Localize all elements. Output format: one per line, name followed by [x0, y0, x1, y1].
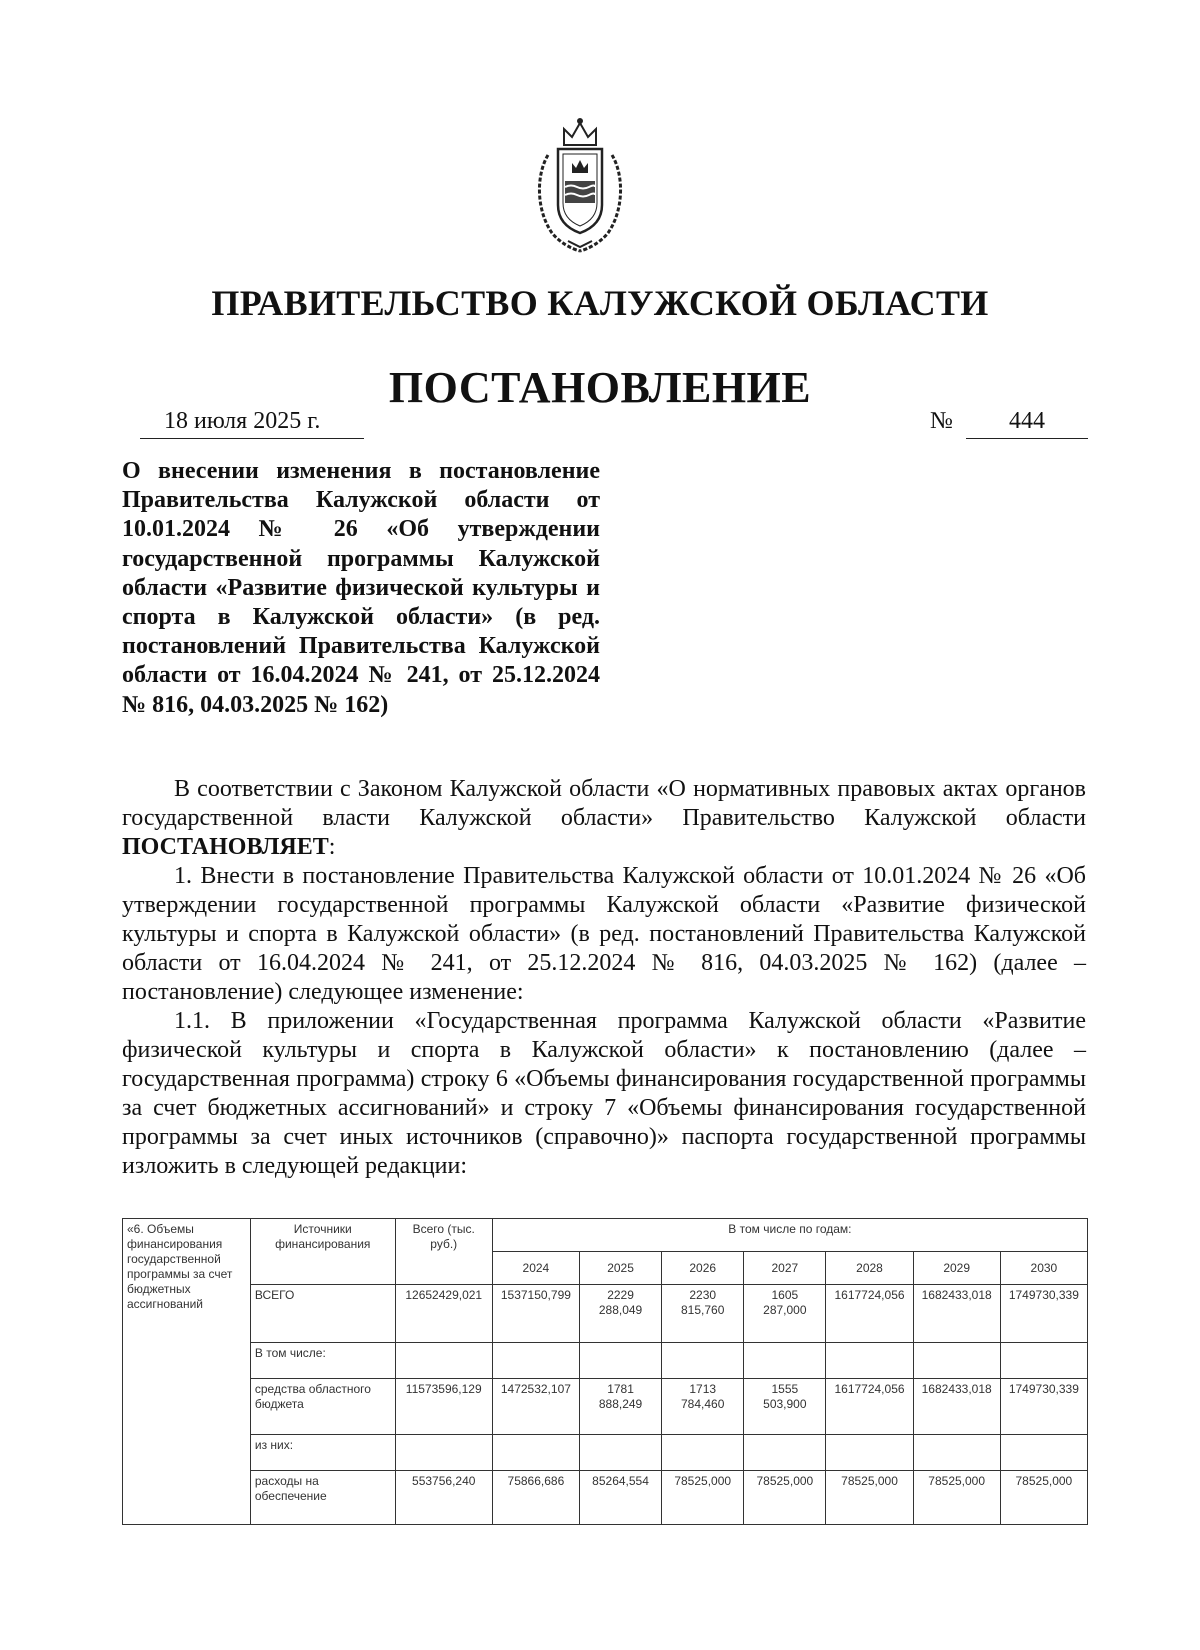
source-label: расходы на обеспечение	[250, 1471, 395, 1525]
year-value: 85264,554	[579, 1471, 661, 1525]
source-label: В том числе:	[250, 1343, 395, 1379]
year-value: 1472532,107	[492, 1379, 579, 1435]
sources-header: Источники финансирования	[250, 1219, 395, 1285]
year-value	[662, 1343, 744, 1379]
year-value: 1555 503,900	[744, 1379, 826, 1435]
year-value: 1605 287,000	[744, 1285, 826, 1343]
document-date: 18 июля 2025 г.	[140, 408, 364, 439]
year-value: 2230 815,760	[662, 1285, 744, 1343]
year-value: 78525,000	[913, 1471, 1000, 1525]
table-row	[123, 1471, 1088, 1525]
resolves-colon: :	[328, 834, 336, 860]
year-cell: 2024	[492, 1252, 579, 1285]
total-value	[395, 1343, 492, 1379]
year-value	[913, 1343, 1000, 1379]
year-value	[492, 1343, 579, 1379]
paragraph-item-1: 1. Внести в постановление Правительства Калужской области от 10.01.2024 № 26 «Об утверждении государственной программы Калужской области «Развитие физической культуры и спорта в Калужской области» (в ред. постановлений Правительства Калужской области от 16.04.2024 № 241, от 25.12.2024 № 816, 04.03.2025 № 162) (далее – постановление) следующее изменение:	[122, 863, 1086, 1005]
total-value: 553756,240	[395, 1471, 492, 1525]
year-value: 78525,000	[1000, 1471, 1087, 1525]
total-value	[395, 1435, 492, 1471]
number-label: №	[930, 408, 953, 434]
year-value: 1749730,339	[1000, 1379, 1087, 1435]
year-value: 78525,000	[662, 1471, 744, 1525]
year-value: 78525,000	[826, 1471, 913, 1525]
year-value	[913, 1435, 1000, 1471]
year-value	[826, 1435, 913, 1471]
year-value: 1617724,056	[826, 1285, 913, 1343]
table-row	[123, 1379, 1088, 1435]
year-value: 1682433,018	[913, 1379, 1000, 1435]
year-value: 75866,686	[492, 1471, 579, 1525]
year-cell: 2030	[1000, 1252, 1087, 1285]
total-value: 12652429,021	[395, 1285, 492, 1343]
table-header-row	[123, 1219, 1088, 1252]
document-subject: О внесении изменения в постановление Правительства Калужской области от 10.01.2024 № 26 «Об утверждении государственной программы Калужской области «Развитие физической культуры и спорта в Калужской области» (в ред. постановлений Правительства Калужской области от 16.04.2024 № 241, от 25.12.2024 № 816, 04.03.2025 № 162)	[122, 458, 600, 718]
paragraph-item-1-1: 1.1. В приложении «Государственная программа Калужской области «Развитие физической культуры и спорта в Калужской области» к постановлению (далее – государственная программа) строку 6 «Объемы финансирования государственной программы за счет бюджетных ассигнований» и строку 7 «Объемы финансирования государственной программы за счет иных источников (справочно)» паспорта государственной программы изложить в следующей редакции:	[122, 1008, 1086, 1179]
total-value: 11573596,129	[395, 1379, 492, 1435]
year-value: 1537150,799	[492, 1285, 579, 1343]
source-label: ВСЕГО	[250, 1285, 395, 1343]
year-cell: 2029	[913, 1252, 1000, 1285]
year-value: 1713 784,460	[662, 1379, 744, 1435]
year-value: 1617724,056	[826, 1379, 913, 1435]
year-value: 2229 288,049	[579, 1285, 661, 1343]
year-value	[744, 1435, 826, 1471]
year-value	[579, 1435, 661, 1471]
document-body	[122, 775, 1086, 1181]
year-cell: 2027	[744, 1252, 826, 1285]
document-type-heading: ПОСТАНОВЛЕНИЕ	[388, 363, 812, 412]
preamble-text: В соответствии с Законом Калужской области «О нормативных правовых актах органов государственной власти Калужской области» Правительство Калужской области	[122, 776, 1086, 831]
year-value	[662, 1435, 744, 1471]
table-row	[123, 1435, 1088, 1471]
year-cell: 2025	[579, 1252, 661, 1285]
year-cell: 2026	[662, 1252, 744, 1285]
year-value	[744, 1343, 826, 1379]
year-cell: 2028	[826, 1252, 913, 1285]
table-row	[123, 1343, 1088, 1379]
organization-title: ПРАВИТЕЛЬСТВО КАЛУЖСКОЙ ОБЛАСТИ	[211, 283, 989, 323]
year-value	[579, 1343, 661, 1379]
source-label: средства областного бюджета	[250, 1379, 395, 1435]
resolves-keyword: ПОСТАНОВЛЯЕТ	[122, 834, 329, 860]
table-row	[123, 1285, 1088, 1343]
year-value: 1749730,339	[1000, 1285, 1087, 1343]
document-number: 444	[966, 408, 1088, 439]
source-label: из них:	[250, 1435, 395, 1471]
coat-of-arms-emblem	[530, 115, 630, 255]
year-value	[492, 1435, 579, 1471]
year-value	[1000, 1343, 1087, 1379]
paragraph-preamble	[122, 775, 1086, 862]
year-value: 1682433,018	[913, 1285, 1000, 1343]
row-label-cell: «6. Объемы финансирования государственной программы за счет бюджетных ассигнований	[123, 1219, 251, 1525]
total-header: Всего (тыс. руб.)	[395, 1219, 492, 1285]
year-value: 1781 888,249	[579, 1379, 661, 1435]
year-value	[1000, 1435, 1087, 1471]
year-value: 78525,000	[744, 1471, 826, 1525]
years-header: В том числе по годам:	[492, 1219, 1087, 1252]
year-value	[826, 1343, 913, 1379]
financing-table	[122, 1218, 1088, 1525]
